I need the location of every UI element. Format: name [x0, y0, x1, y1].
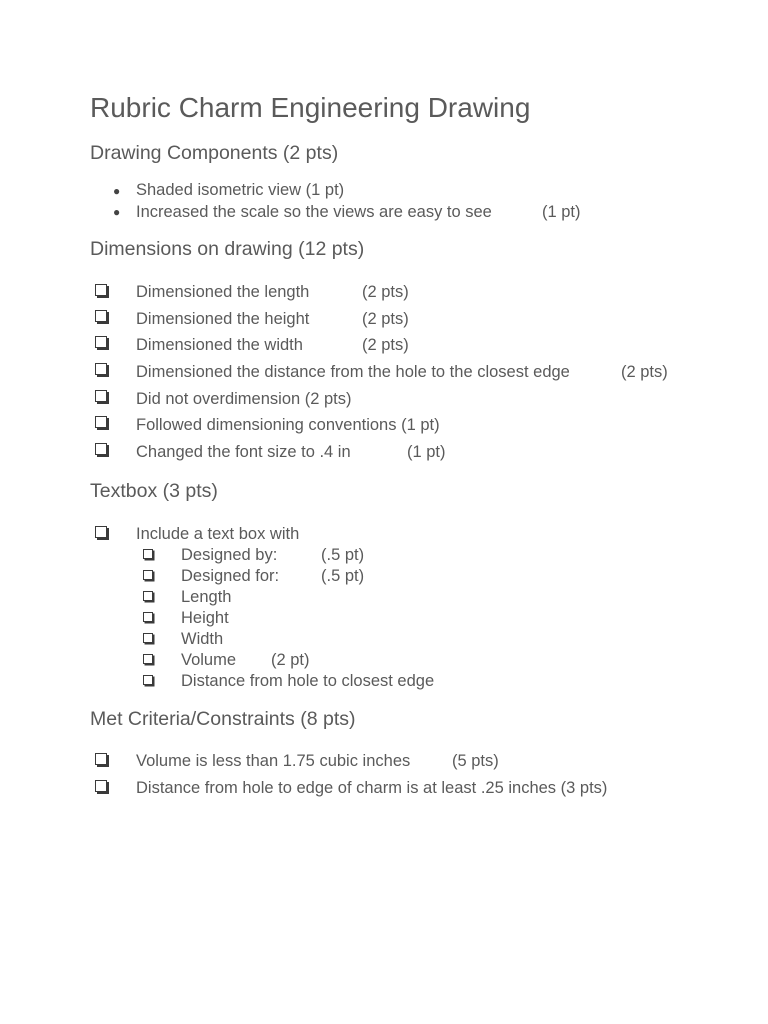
list-item: Increased the scale so the views are easy to see [136, 203, 492, 221]
sub-list-item: Designed for: [181, 567, 280, 585]
list-item: Dimensioned the width [136, 336, 303, 354]
checkbox-icon[interactable] [95, 390, 107, 402]
list-item: Volume is less than 1.75 cubic inches [136, 752, 411, 770]
sub-list-item-points: (.5 pt) [321, 546, 365, 564]
list-item: Did not overdimension (2 pts) [136, 390, 352, 408]
section-heading-textbox: Textbox (3 pts) [90, 480, 218, 502]
sub-list-item: Width [181, 630, 224, 648]
sub-list-item-points: (.5 pt) [321, 567, 365, 585]
list-item-points: (2 pts) [362, 310, 409, 328]
section-heading-criteria: Met Criteria/Constraints (8 pts) [90, 708, 356, 730]
checkbox-icon[interactable] [95, 336, 107, 348]
list-item: Dimensioned the height [136, 310, 310, 328]
checkbox-icon[interactable] [95, 363, 107, 375]
sub-list-item: Height [181, 609, 229, 627]
list-item: Changed the font size to .4 in [136, 443, 351, 461]
list-item-points: (1 pt) [407, 443, 446, 461]
list-item: Include a text box with [136, 525, 300, 543]
list-item-points: (2 pts) [362, 336, 409, 354]
list-item-points: (2 pts) [362, 283, 409, 301]
sub-list-item: Length [181, 588, 232, 606]
checkbox-icon[interactable] [95, 526, 107, 538]
checkbox-icon[interactable] [143, 654, 153, 664]
sub-list-item: Volume [181, 651, 237, 669]
document-title: Rubric Charm Engineering Drawing [90, 92, 531, 123]
bullet-icon: ● [113, 205, 121, 219]
sub-list-item: Designed by: [181, 546, 278, 564]
section-heading-dimensions: Dimensions on drawing (12 pts) [90, 238, 365, 260]
list-item: Followed dimensioning conventions (1 pt) [136, 416, 440, 434]
checkbox-icon[interactable] [143, 591, 153, 601]
list-item-points: (2 pts) [621, 363, 668, 381]
checkbox-icon[interactable] [95, 416, 107, 428]
list-item: Dimensioned the distance from the hole to the closest edge [136, 363, 570, 381]
sub-list-item: Distance from hole to closest edge [181, 672, 435, 690]
list-item: Shaded isometric view (1 pt) [136, 181, 345, 199]
checkbox-icon[interactable] [95, 310, 107, 322]
list-item-points: (1 pt) [542, 203, 581, 221]
list-item: Distance from hole to edge of charm is at least .25 inches (3 pts) [136, 779, 608, 797]
sub-list-item-points: (2 pt) [271, 651, 310, 669]
checkbox-icon[interactable] [95, 780, 107, 792]
checkbox-icon[interactable] [143, 633, 153, 643]
checkbox-icon[interactable] [143, 549, 153, 559]
list-item-points: (5 pts) [452, 752, 499, 770]
list-item: Dimensioned the length [136, 283, 310, 301]
bullet-icon: ● [113, 184, 121, 198]
checkbox-icon[interactable] [95, 284, 107, 296]
checkbox-icon[interactable] [143, 570, 153, 580]
section-heading-components: Drawing Components (2 pts) [90, 142, 339, 164]
checkbox-icon[interactable] [95, 753, 107, 765]
checkbox-icon[interactable] [143, 675, 153, 685]
checkbox-icon[interactable] [143, 612, 153, 622]
checkbox-icon[interactable] [95, 443, 107, 455]
